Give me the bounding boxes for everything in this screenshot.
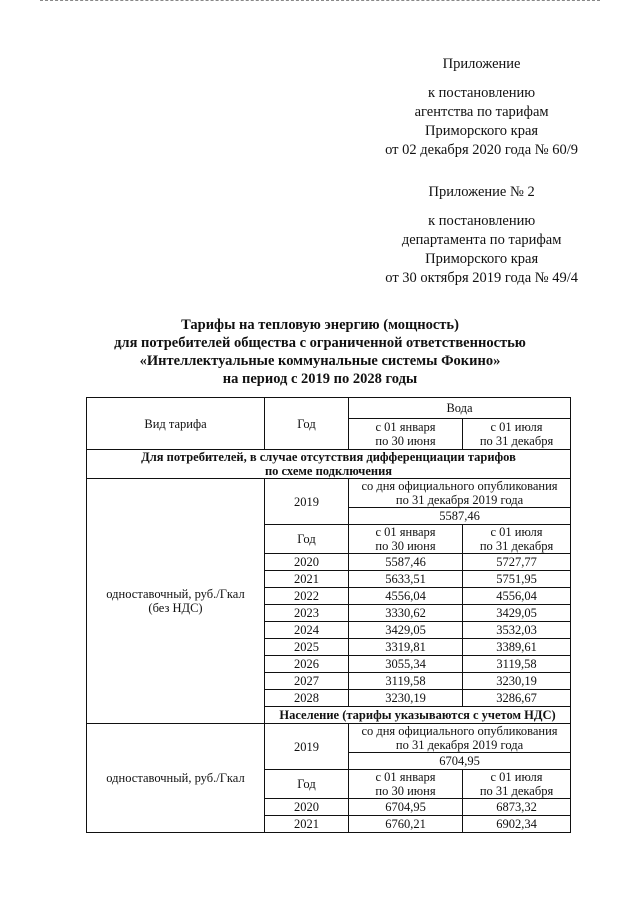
value-cell: 5751,95 <box>463 571 571 588</box>
section-2-sub-half-2 <box>463 770 571 799</box>
year-cell: 2021 <box>265 816 349 833</box>
header-water: Вода <box>349 398 571 419</box>
value-cell: 4556,04 <box>349 588 463 605</box>
value-cell: 3429,05 <box>349 622 463 639</box>
year-cell: 2026 <box>265 656 349 673</box>
year-cell: 2024 <box>265 622 349 639</box>
year-cell: 2021 <box>265 571 349 588</box>
year-cell: 2025 <box>265 639 349 656</box>
value-cell: 3286,67 <box>463 690 571 707</box>
header-half-1 <box>349 419 463 450</box>
tariff-table <box>86 397 571 833</box>
appendix-2-line: департамента по тарифам <box>401 232 562 248</box>
header-year: Год <box>265 398 349 450</box>
value-cell: 3429,05 <box>463 605 571 622</box>
section-2-sub-half-1 <box>349 770 463 799</box>
section-2-first-year: 2019 <box>265 724 349 770</box>
header-half-2 <box>463 419 571 450</box>
section-2-sub-year-header: Год <box>265 770 349 799</box>
value-cell: 6704,95 <box>349 799 463 816</box>
period-line: со дня официального опубликования <box>361 724 558 738</box>
year-cell: 2020 <box>265 554 349 571</box>
sub-header-line: с 01 января <box>375 770 436 784</box>
value-cell: 6760,21 <box>349 816 463 833</box>
appendix-2-line: Приморского края <box>425 251 539 267</box>
document-title <box>60 316 580 388</box>
appendix-1-title: Приложение <box>442 56 521 72</box>
section-1-title <box>87 450 571 479</box>
section-1-sub-half-2 <box>463 525 571 554</box>
tariff-label-line: одноставочный, руб./Гкал <box>106 587 245 601</box>
value-cell: 3330,62 <box>349 605 463 622</box>
year-cell: 2023 <box>265 605 349 622</box>
value-cell: 5727,77 <box>463 554 571 571</box>
value-cell: 6902,34 <box>463 816 571 833</box>
section-1-title-line: по схеме подключения <box>264 464 393 478</box>
header-half-1-line: по 30 июня <box>375 434 436 448</box>
year-cell: 2022 <box>265 588 349 605</box>
appendix-1-date: от 02 декабря 2020 года № 60/9 <box>385 142 578 158</box>
appendix-2-block <box>385 183 578 288</box>
value-cell: 3532,03 <box>463 622 571 639</box>
value-cell: 3055,34 <box>349 656 463 673</box>
title-line: Тарифы на тепловую энергию (мощность) <box>181 317 459 333</box>
value-cell: 3389,61 <box>463 639 571 656</box>
section-2-tariff-label: одноставочный, руб./Гкал <box>87 724 265 833</box>
value-cell: 3319,81 <box>349 639 463 656</box>
value-cell: 4556,04 <box>463 588 571 605</box>
value-cell: 3230,19 <box>463 673 571 690</box>
section-header-row <box>87 450 571 479</box>
tariff-label-line: (без НДС) <box>148 601 203 615</box>
section-1-sub-half-1 <box>349 525 463 554</box>
sub-header-line: по 31 декабря <box>479 784 554 798</box>
value-cell: 3119,58 <box>349 673 463 690</box>
table-row <box>87 724 571 753</box>
header-half-2-line: по 31 декабря <box>479 434 554 448</box>
section-2-title: Население (тарифы указываются с учетом НДС) <box>265 707 571 724</box>
appendix-2-title: Приложение № 2 <box>428 184 535 200</box>
title-line: для потребителей общества с ограниченной ответственностью <box>114 335 526 351</box>
section-1-tariff-label <box>87 479 265 724</box>
value-cell: 3230,19 <box>349 690 463 707</box>
period-line: по 31 декабря 2019 года <box>395 493 524 507</box>
section-1-title-line: Для потребителей, в случае отсутствия дифференциации тарифов <box>141 450 516 464</box>
appendix-2-line: к постановлению <box>428 213 536 229</box>
period-line: со дня официального опубликования <box>361 479 558 493</box>
section-1-sub-year-header: Год <box>265 525 349 554</box>
section-2-first-value: 6704,95 <box>349 753 571 770</box>
appendix-1-line: к постановлению <box>428 85 536 101</box>
section-1-first-period <box>349 479 571 508</box>
header-half-1-line: с 01 января <box>375 420 436 434</box>
appendix-1-block <box>385 55 578 160</box>
appendix-1-line: Приморского края <box>425 123 539 139</box>
header-tariff-type: Вид тарифа <box>87 398 265 450</box>
value-cell: 6873,32 <box>463 799 571 816</box>
year-cell: 2028 <box>265 690 349 707</box>
sub-header-line: по 30 июня <box>375 784 436 798</box>
section-1-first-year: 2019 <box>265 479 349 525</box>
top-scan-edge <box>40 0 600 3</box>
sub-header-line: по 30 июня <box>375 539 436 553</box>
year-cell: 2027 <box>265 673 349 690</box>
period-line: по 31 декабря 2019 года <box>395 738 524 752</box>
header-half-2-line: с 01 июля <box>490 420 543 434</box>
title-line: на период с 2019 по 2028 годы <box>222 371 418 387</box>
value-cell: 5633,51 <box>349 571 463 588</box>
appendix-2-date: от 30 октября 2019 года № 49/4 <box>385 270 578 286</box>
sub-header-line: с 01 июля <box>490 525 543 539</box>
value-cell: 5587,46 <box>349 554 463 571</box>
title-line: «Интеллектуальные коммунальные системы Фокино» <box>139 353 501 369</box>
sub-header-line: с 01 июля <box>490 770 543 784</box>
year-cell: 2020 <box>265 799 349 816</box>
section-2-first-period <box>349 724 571 753</box>
value-cell: 3119,58 <box>463 656 571 673</box>
sub-header-line: с 01 января <box>375 525 436 539</box>
table-header-row <box>87 398 571 419</box>
sub-header-line: по 31 декабря <box>479 539 554 553</box>
table-row <box>87 479 571 508</box>
appendix-1-line: агентства по тарифам <box>414 104 549 120</box>
section-1-first-value: 5587,46 <box>349 508 571 525</box>
